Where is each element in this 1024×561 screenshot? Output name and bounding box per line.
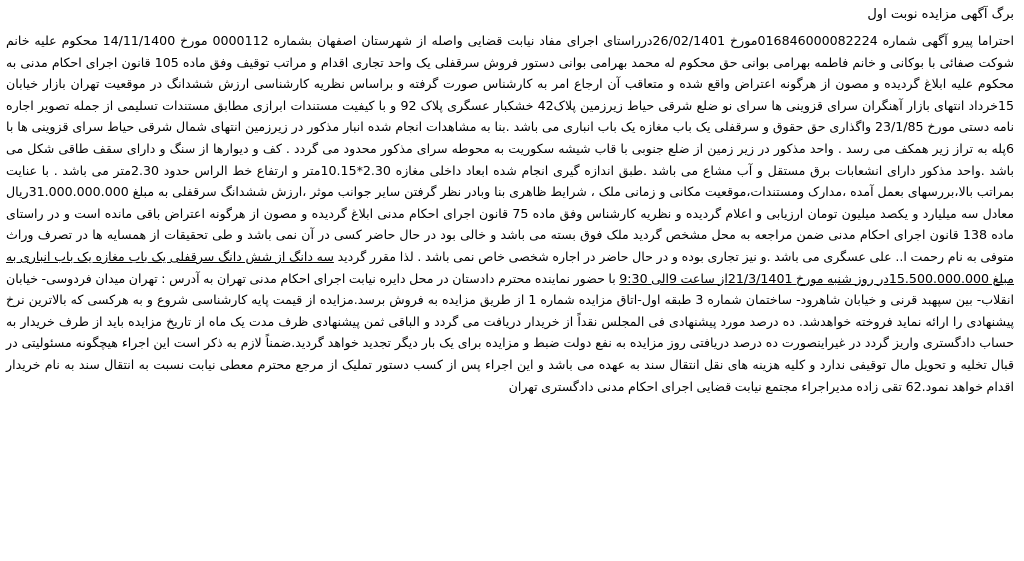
notice-auction-details: سه دانگ از شش دانگ سرقفلی یک باب مغازه یک باب انباری به مبلغ 15.500.000.000در روز شنبه مورخ 21/3/1401از ساعت 9الی 9:30 (6, 248, 1015, 286)
notice-body-part-1: احتراما پیرو آگهی شماره 016846000082224مورخ 26/02/1401درراستای اجرای مفاد نیابت قضایی واصله از شهرستان اصفهان بشماره 0000112 مورخ 14/11/1400 محکوم علیه خانم شوکت صفائی با بوکانی و خانم فاطمه بهرامی بوانی حق محکوم له محمد بهرامی بوانی دستور فروش سرقفلی یک واحد تجاری اقدام و مراتب توقیف وفق ماده 105 قانون اجرای احکام مدنی به محکوم علیه ابلاغ گردیده و مصون از هرگونه اعتراض واقع شده و متعاقب آن ارجاع امر به کارشناس صورت گرفته و براساس نظریه کارشناسی ارزش ششدانگ در موقعیت تهران بازار خیابان 15خرداد انتهای بازار آهنگران سرای قزوینی ها سرای نو ضلع شرقی حیاط زیرزمین پلاک42 خشکبار عسگری پلاک 92 و با کیفیت مستندات ابرازی مطابق مستندات تسلیمی از جمله تصویر اجاره نامه دستی مورخ 23/1/85 واگذاری حق حقوق و سرقفلی یک باب مغازه یک باب انباری می باشد .بنا به مشاهدات انجام شده انبار مذکور در زیرزمین انتهای شمال شرقی حیاط سرای قزوینی ها با 6پله به تراز زیر همکف می رسد . واحد مذکور در زیر زمین از ضلع جنوبی با قاب شیشه سکوریت به محوطه سرای مذکور محدود می گردد . کف و دیوارها از سنگ و دارای سقف طاقی شکل می باشد .واحد مذکور دارای انشعابات برق مستقل و آب مشاع می باشد .طبق اندازه گیری انجام شده ابعاد داخلی مغازه 2.30*10.15متر و ارتفاع خط الراس حدود 2.30متر می باشد . با عنایت بمراتب بالا،بررسهای بعمل آمده ،مدارک ومستندات،موقعیت مکانی و زمانی ملک ، شرایط ظاهری بنا وبادر نظر گرفتن سایر جوانب موثر ،ارزش ششدانگ سرقفلی به مبلغ 31.000.000.000ریال معادل سه میلیارد و یکصد میلیون تومان ارزیابی و اعلام گردیده و نظریه کارشناس وفق ماده 75 قانون اجرای احکام مدنی ابلاغ گردیده و مصون از هرگونه اعتراض باقی مانده است و در راستای ماده 138 قانون اجرای احکام مدنی ضمن مراجعه به محل مشخص گردید ملک فوق بسته می باشد و خالی بود در حال حاضر کسی در آن نمی باشد و طی تحقیقات از همسایه ها در تصرف وراث متوفی به نام رحمت ا.. علی عسگری می باشد .و نیز تجاری بوده و در حال حاضر در اجاره شخصی خاص نمی باشد . لذا مقرر گردید (6, 33, 1014, 264)
auction-notice (6, 4, 1016, 556)
notice-body (6, 30, 1016, 397)
notice-body-part-2: با حضور نماینده محترم دادستان در محل دایره نیابت اجرای احکام مدنی تهران به آدرس : تهران میدان فردوسی- خیابان انقلاب- بین سپهبد قرنی و خیابان شاهرود- ساختمان شماره 3 طبقه اول-اتاق مزایده شماره 1 از طریق مزایده به فروش برسد.مزایده از قیمت پایه کارشناسی شروع و به هرکسی که بالاترین نرخ پیشنهادی را ارائه نماید فروخته خواهدشد. ده درصد مورد پیشنهادی فی المجلس نقداً از خریدار دریافت می گردد و الباقی ثمن پیشنهادی ظرف مدت یک ماه از تاریخ مزایده باید از طرف خریدار به حساب دادگستری واریز گردد در غیراینصورت ده درصد دریافتی روز مزایده به نفع دولت ضبط و مزایده برای یک بار دیگر تجدید خواهد گردید.ضمناً لازم به ذکر است این اجراء هیچگونه مسئولیتی در قبال تخلیه و تحویل مال توقیفی ندارد و کلیه هزینه های نقل انتقال سند به عهده می باشد و این اجراء پس از کسب دستور تملیک از مرجع محترم معطی نیابت نسبت به انتقال سند به نام خریدار اقدام خواهد نمود.62 تقی زاده مدیراجراء مجتمع نیابت قضایی اجرای احکام مدنی دادگستری تهران (6, 270, 1015, 394)
notice-title: برگ آگهی مزایده نوبت اول (867, 7, 1014, 22)
